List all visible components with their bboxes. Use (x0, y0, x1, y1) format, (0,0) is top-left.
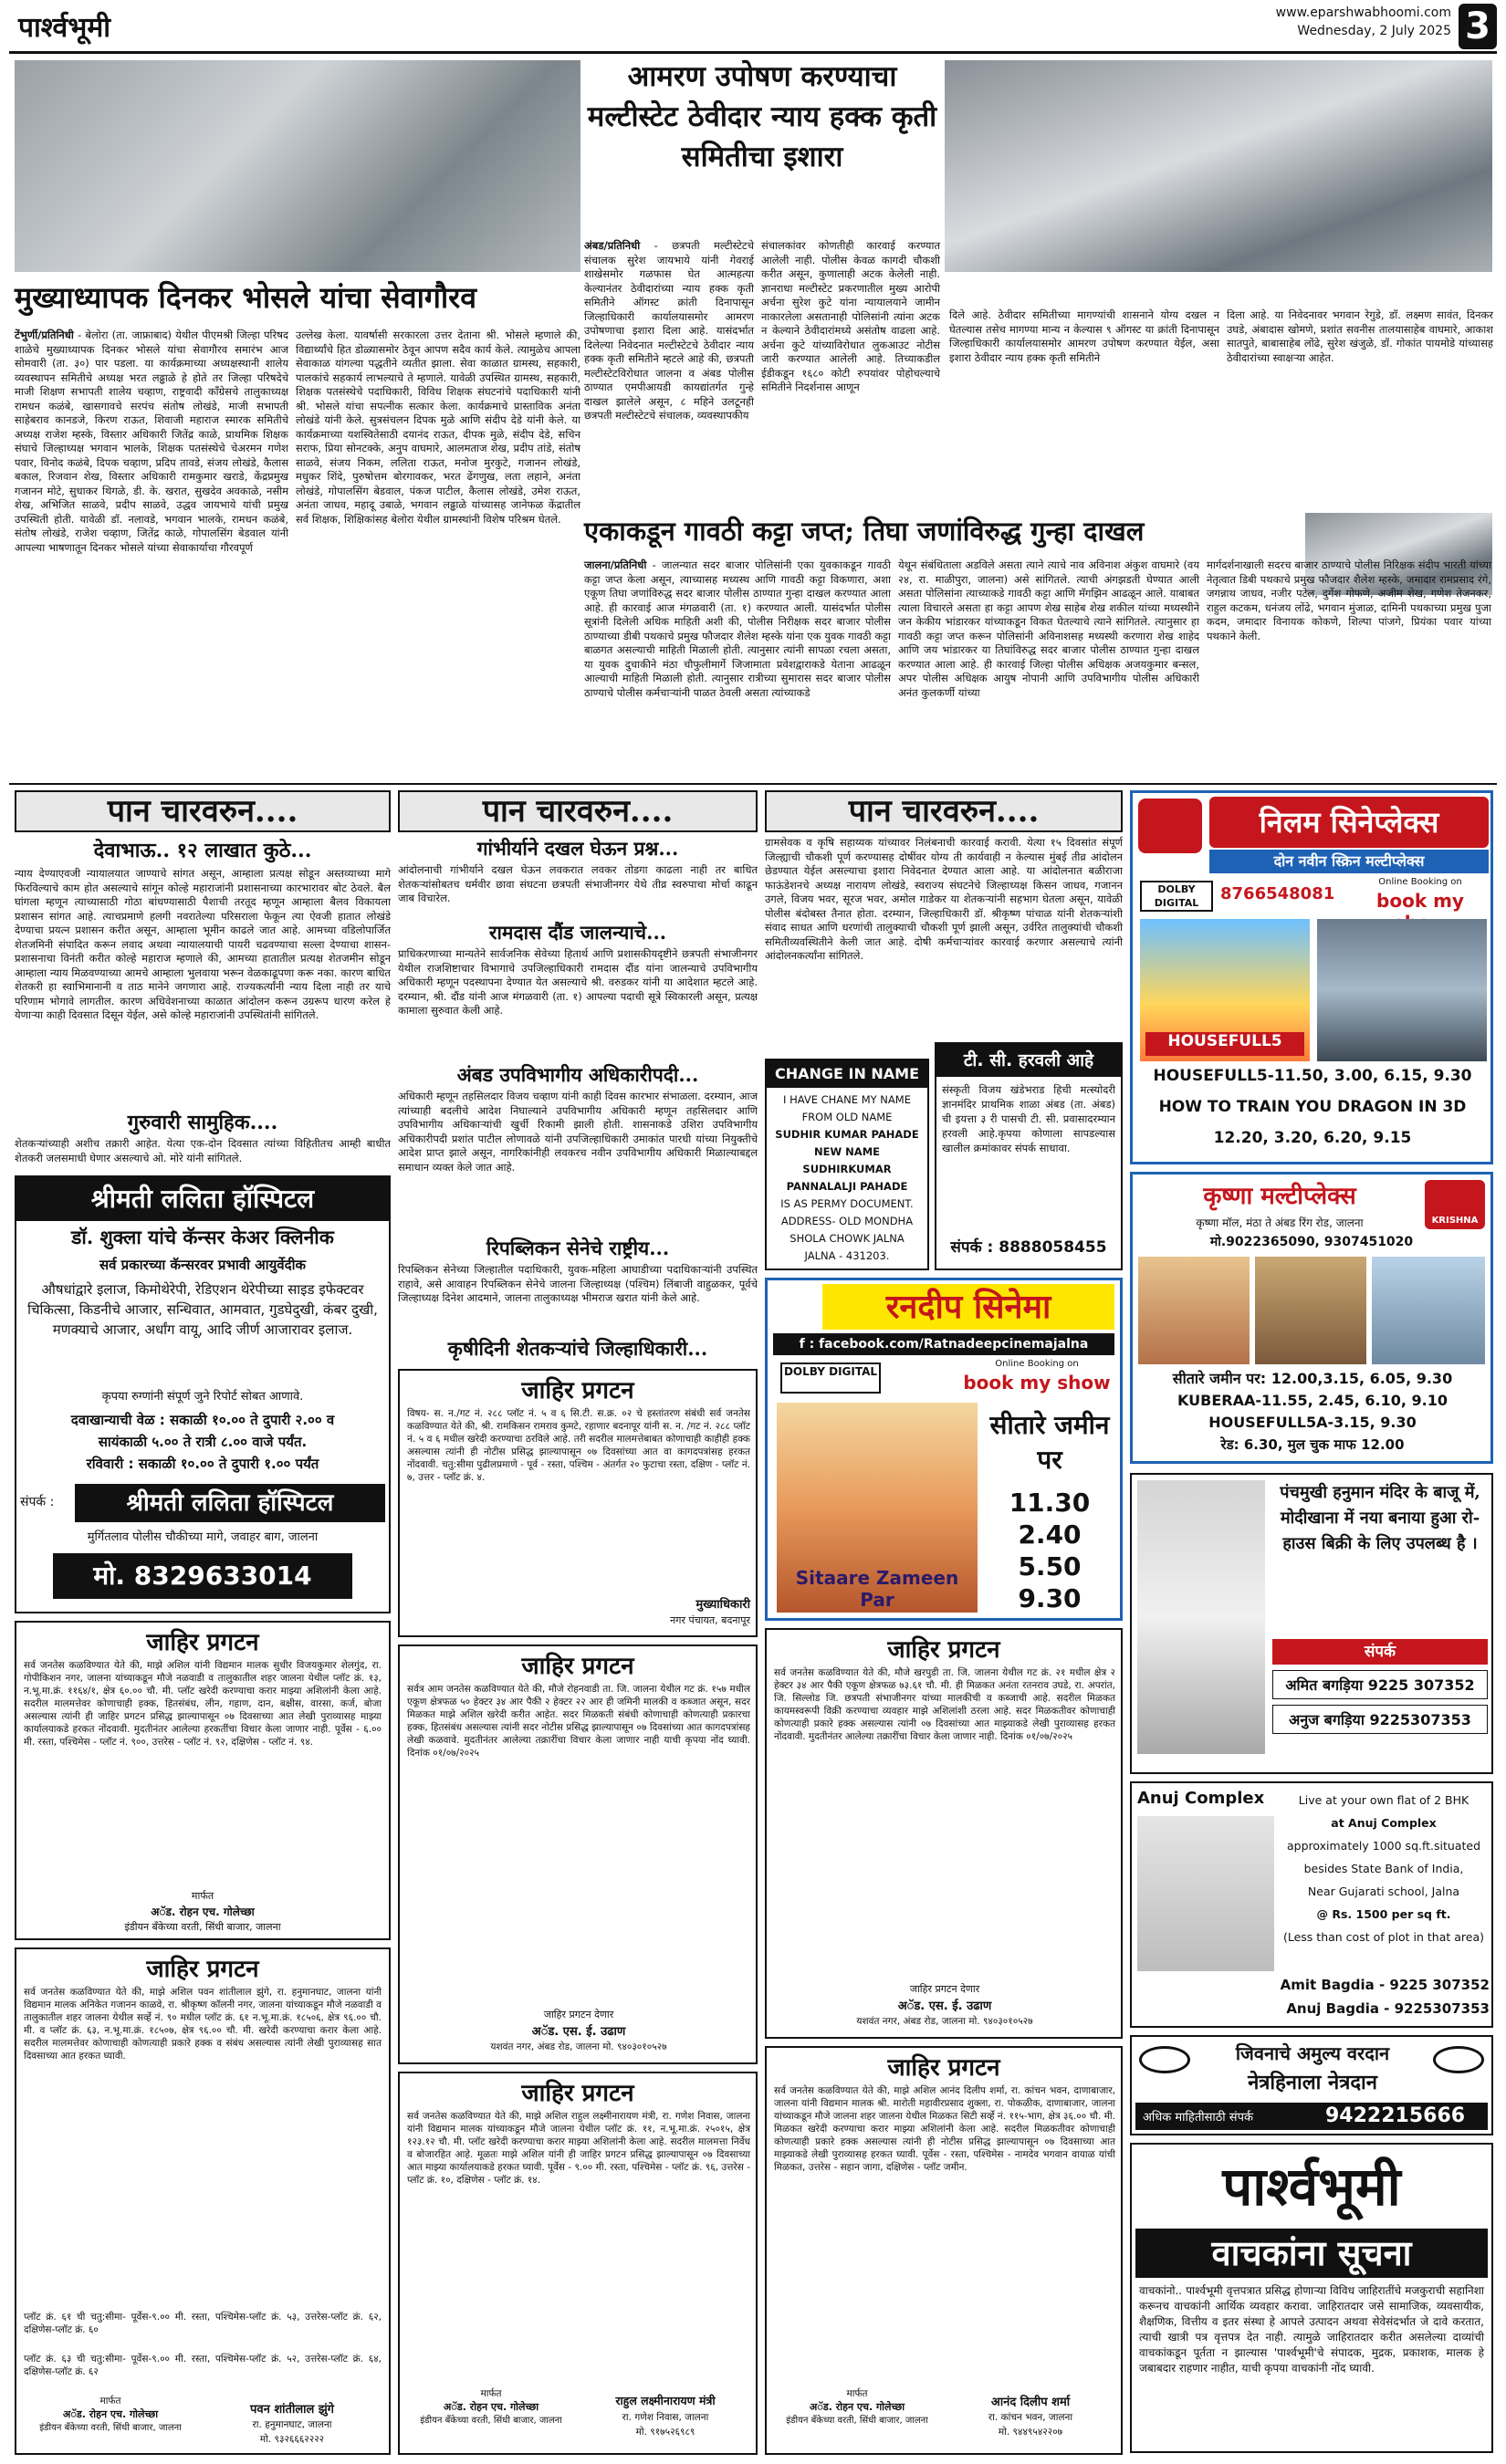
notice-4-name: अॅड. एस. ई. उढाण (531, 2025, 626, 2039)
eye-contact-label: अधिक माहितीसाठी संपर्क (1143, 2111, 1253, 2125)
ad-reader-notice (1130, 2143, 1493, 2453)
c2-text: आंदोलनाची गांभीर्याने दखल घेऊन लवकरात लवकर तोडगा काढला नाही तर बाधित शेतकऱ्यांसोबतच धर्मवीर छावा संघटना छत्रपती संभाजीनगर येथे तीव्र स्वरुपाचा मोर्चा काढून जाब विचारेल. (398, 863, 758, 904)
strike-col2: संचालकांवर कोणतीही कारवाई करण्यात आलेली नाही. पोलीस केवळ कागदी चौकशी करीत असून, कुणालाही अटक केलेली नाही. ज्ञानराधा मल्टीस्टेट प्रकरणातील मुख्य आरोपी अर्चना सुरेश कुटे यांना न्यायालयाने जामीन नाकारलेला असतानाही पोलिसांनी त्यांना अटक न केल्याने ठेवीदारांमध्ये असंतोष वाढला आहे. अर्चना कुटे यांच्याविरोधात लुकआउट नोटीस जारी करण्यात आलेली आहे. तिच्याकडील ईडीकडून १६८० कोटी रुपयांवर पोहोचल्याचे समितीने निदर्शनास आणून (761, 239, 940, 393)
ad-name-line: SUDHIR KUMAR PAHADE (775, 1128, 919, 1141)
notice-7-phone2: मो. ९४४९५४२२०७ (998, 2427, 1063, 2438)
notice-1 (15, 1621, 391, 1940)
randeep-poster (777, 1403, 978, 1613)
lalita-timing1: दवाखान्याची वेळ : सकाळी १०.०० ते दुपारी २.०० व (70, 1412, 335, 1428)
notice-1-sign: अॅड. रोहन एच. गोलेच्छा (151, 1905, 255, 1918)
lalita-line1-text: सर्व प्रकारच्या कॅन्सरवर प्रभावी आयुर्वेदीक (99, 1257, 306, 1273)
notice-4-addr: यशवंत नगर, अंबड रोड, जालना मो. ९४०३०१०५२७ (490, 2041, 667, 2052)
notice-7-addr2: रा. कांचन भवन, जालना (988, 2412, 1073, 2423)
notice-2-marfat: मार्फत (99, 2396, 121, 2407)
c2-title: गांभीर्याने दखल घेऊन प्रश्न... (476, 837, 679, 860)
eye-title: जिवनाचे अमुल्य वरदान (1235, 2042, 1390, 2064)
masthead-logo: पार्श्वभूमी (18, 12, 111, 44)
krishna-poster-1 (1138, 1257, 1250, 1364)
anuj-line: Live at your own flat of 2 BHK (1298, 1793, 1469, 1807)
strike-col1: अंबड/प्रतिनिधी - छत्रपती मल्टीस्टेटचे संचालक सुरेश जायभाये यांनी गेवराई शाखेसमोर गळफास घेत आत्महत्या केल्यानंतर ठेवीदारांच्या न्याय हक्क कृती समितीने ऑगस्ट क्रांती दिनापासून जिल्हाधिकारी कार्यालयासमोर आमरण उपोषणाचा इशारा दिला आहे. यासंदर्भात दिलेल्या निवेदनात मल्टीस्टेटचे ठेवीदार न्याय हक्क कृती समितीने म्हटले आहे की, छत्रपती मल्टीस्टेटविरोधात जालना व अंबड पोलीस ठाण्यात एमपीआयडी कायद्यांतर्गत गुन्हे दाखल झालेले असून, ८ महिने उलटूनही छत्रपती मल्टीस्टेटचे संचालक, व्यवस्थापकीय (584, 239, 754, 422)
house-text: पंचमुखी हनुमान मंदिर के बाजू में, मोदीखाना में नया बनाया हुआ रो-हाउस बिक्री के लिए उपलब्ध है । (1280, 1483, 1480, 1553)
krishna-phone: मो.9022365090, 9307451020 (1209, 1235, 1414, 1249)
c1b-text: शेतकऱ्यांच्याही अशीच तक्रारी आहेत. येत्या एक-दोन दिवसात त्यांच्या विहितीतच आम्ही बाधीत शेतकरी जलसमाधी घेणार असल्याचे ओ. मोरे यांनी सांगितले. (15, 1137, 391, 1164)
anuj-line: besides State Bank of India, (1303, 1862, 1464, 1875)
notice-6-sign: जाहिर प्रगटन देणार (909, 1983, 980, 1995)
krishna-times0: 12.00,3.15, 6.05, 9.30 (1271, 1370, 1453, 1387)
continued-header-2: पान चारवरुन.... (398, 790, 758, 832)
c3-text: ग्रामसेवक व कृषि सहाय्यक यांच्यावर निलंबनाची कारवाई करावी. येत्या १५ दिवसांत संपूर्ण जिल्ह्याची चौकशी पूर्ण करण्यासह दोषींवर योग्य ती कार्यवाही न केल्यास मुंबई तीव्र आंदोलन छेडण्यात येईल असल्याचा इशारा निवेदनात देण्यात आला आहे. या आंदोलनात बळीराजा फाऊंडेशनचे अध्यक्ष नारायण लोखंडे, स्वराज्य संघटनेचे जिल्हाध्यक्ष किसन जाधव, गजानन उगले, विजय भवर, सूरज भवर, अमोल गाडेकर या शेतकऱ्यांनी सहभाग घेतला असून, यावेळी पोलीस बंदोबस्त तैनात होता. दरम्यान, जिल्हाधिकारी डॉ. श्रीकृष्ण पांचाळ यांनी शेतकऱ्यांशी संवाद साधत आणि धरणांची तालुक्याची चौकशी पूर्ण झाली असून, उर्वरित तालुक्यांची चौकशी समितीव्यवस्थितीने केली जात आहे. दोषी कर्मचाऱ्यांवर कारवाई करणार असल्याचे त्यांनी आंदोलनकर्त्यांना सांगितले. (765, 836, 1123, 962)
reader-text: वाचकांनो.. पार्श्वभूमी वृत्तपत्रात प्रसिद्ध होणाऱ्या विविध जाहिरातींचे मजकुराची सहानिशा करूनच वाचकांनी आर्थिक व्यवहार करावा. जाहिरातदार जसे सामाजिक, व्यवसायीक, शैक्षणिक, वित्तीय व इतर संस्था हे आपले उत्पादन अथवा सेवेसंदर्भात जे दावे करतात, त्याची खात्री पत्र वृत्तपत्र देत नाही. त्यामुळे जाहिरातदार करीत असलेल्या दाव्यांची वाचकांकडून पूर्तता न झाल्यास 'पार्श्वभूमी'चे संपादक, मुद्रक, प्रकाशक, मालक हे जबाबदार राहणार नाहीत, याची कृपया वाचकांनी नोंद घ्यावी. (1139, 2284, 1484, 2375)
neelam-bms: book my (1376, 890, 1464, 912)
krishna-poster-3 (1372, 1257, 1485, 1364)
ad-name-line: IS AS PERMY DOCUMENT. (780, 1197, 914, 1210)
eye-icon-right (1433, 2046, 1484, 2073)
ad-anuj-complex (1130, 1781, 1493, 2028)
notice-7-text: सर्व जनतेस कळविण्यात येते की, माझे अशिल आनंद दिलीप शर्मा, रा. कांचन भवन, दाणाबाजार, जालना यांनी विद्यमान मालक श्री. मारोती महावीरप्रसाद शुक्ला, रा. पोकळीक, दाणाबाजार, जालना यांच्याकडून मौजे जालना शहर जालना येथील मिळकत सिटी सर्व्हे नं. ११५-भाग, क्षेत्र ३६.०० चौ. मी. मिळकत खरेदी करण्याचा करार माझ्या अशिलांनी केला आहे. सदरील मिळकतीवर कोणाचाही कोणत्याही प्रकारे हक्क असल्यास त्यांनी ही नोटीस प्रसिद्ध झाल्यापासून ०७ दिवसाच्या आत माझ्याकडे लेखी पुराव्यासह हरकत घ्यावी. पूर्वेस - रस्ता, पश्चिमेस - नामदेव भगवान वायाळ यांची मिळकत, उत्तरेस - सहान जागा, दक्षिणेस - प्लॉट जमीन. (774, 2085, 1115, 2173)
notice-5-title: जाहिर प्रगटन (521, 2080, 634, 2107)
neelam-subtitle: दोन नवीन स्क्रिन मल्टीप्लेक्स (1209, 850, 1489, 873)
anuj-line: (Less than cost of plot in that area) (1282, 1930, 1485, 1944)
lalita-line2: औषधांद्वारे इलाज, किमोथेरेपी, रेडिएशन थेरेपीच्या साइड इफेक्टवर चिकित्सा, किडनीचे आजार, सन्धिवात, आमवात, गुडघेदुखी, कंबर दुखी, मणक्याचे आजार, अर्धांग वायू, आदि जीर्ण आजारावर इलाज. (27, 1281, 378, 1338)
katta-col2: येथून संबंधिताला अडविले असता त्याने त्याचे नाव अविनाश अंकुश वाघमारे (वय २४, रा. माळीपुरा, जालना) असे सांगितले. त्याची अंगझडती घेण्यात आली असता पोलिसांना त्याच्याकडे गावठी कट्टा आणि मॅगझिन आढळून आले. याबाबत त्याला विचारले असता हा कट्टा आपण शेख साहेब शेख शकील यांच्या मध्यस्थीने जन केकीय भांडारकर यांच्याकडून विकत घेतल्याचे त्याने सांगितले. त्यानुसार हा गावठी कट्टा जप्त करून पोलिसांनी अविनाशसह मध्यस्थी करणारा शेख शाहेद आणि जय भांडारकर या तिघांविरुद्ध सदर बाजार पोलीस ठाण्यात गुन्हा दाखल करण्यात आला आहे. ही कारवाई जिल्हा पोलीस अधिक्षक अजयकुमार बन्सल, अपर पोलीस अधिक्षक आयुष नोपानी आणि उपविभागीय पोलीस अधिकारी अनंत कुलकर्णी यांच्या (898, 559, 1199, 699)
headline-honor: मुख्याध्यापक दिनकर भोसले यांचा सेवागौरव (15, 280, 477, 315)
strike-col4: दिला आहे. या निवेदनावर भगवान रेगुडे, डॉ. लक्ष्मण सावंत, दिनकर उघडे, अंबादास खोमणे, प्रशांत सवनीस तालयासाहेब वाघमारे, आकाश सातपुते, बाबासाहेब लोंढे, सुरेश खंजुळे, डॉ. गोकांत पायमोडे यांच्यासह ठेवीदारांच्या स्वाक्षऱ्या आहेत. (1227, 308, 1493, 364)
notice-5 (398, 2072, 758, 2455)
notice-4 (398, 1644, 758, 2064)
notice-6-title: जाहिर प्रगटन (887, 1636, 1000, 1664)
ad-eye-donation (1130, 2035, 1493, 2135)
reader-title: वाचकांना सूचना (1135, 2229, 1488, 2278)
krishna-times0-row (1136, 1368, 1489, 1392)
ad-name-line: JALNA - 431203. (804, 1249, 890, 1262)
reader-brand: पार्श्वभूमी (1222, 2156, 1401, 2218)
c2d-text: रिपब्लिकन सेनेच्या जिल्हातील पदाधिकारी, युवक-महिला आघाडीच्या पदाधिकाऱ्यांनी उपस्थित राहावे, असे आवाहन रिपब्लिकन सेनेचे जालना जिल्हाध्यक्ष (पश्चिम) लिंबाजी वाहुळकर, पूर्वचे जिल्हाध्यक्ष दिनेश आदमाने, जालना तालुकाध्यक्ष भीमराज खरात यांनी केले आहे. (398, 1263, 758, 1304)
c1b-title: गुरुवारी सामुहिक.... (127, 1111, 278, 1134)
ad-name-line: SHOLA CHOWK JALNA (790, 1232, 905, 1245)
neelam-dolby: DOLBY DIGITAL (1140, 881, 1213, 912)
ad-tc-title: टी. सी. हरवली आहे (936, 1044, 1121, 1077)
randeep-title: रनदीप सिनेमा (822, 1284, 1114, 1330)
anuj-line: Near Gujarati school, Jalna (1307, 1885, 1460, 1898)
photo-depositors-group (945, 60, 1492, 272)
notice-2 (15, 1947, 391, 2455)
notice-5-sign1: अॅड. रोहन एच. गोलेच्छा (443, 2401, 539, 2413)
masthead (0, 0, 1506, 55)
lalita-name2: श्रीमती ललिता हॉस्पिटल (75, 1484, 385, 1522)
lalita-contact-label: संपर्क : (20, 1495, 55, 1509)
lalita-title: श्रीमती ललिता हॉस्पिटल (16, 1177, 389, 1221)
notice-3-title: जाहिर प्रगटन (521, 1377, 634, 1404)
krishna-title: कृष्णा मल्टीप्लेक्स (1203, 1183, 1356, 1210)
page-number: 3 (1459, 4, 1497, 49)
notice-2-sign1: अॅड. रोहन एच. गोलेच्छा (62, 2408, 159, 2420)
krishna-times1: KUBERAA-11.55, 2.45, 6.10, 9.10 (1177, 1392, 1448, 1409)
eye-contact-row (1135, 2103, 1488, 2130)
ad-krishna-multiplex (1130, 1172, 1493, 1464)
neelam-poster-housefull (1140, 919, 1310, 1061)
notice-1-title: जाहिर प्रगटन (146, 1629, 259, 1656)
notice-7-addr1: इंडीयन बँकेच्या वरती, सिंधी बाजार, जालना (786, 2416, 928, 2426)
house-photo (1137, 1480, 1265, 1754)
neelam-logo-icon (1138, 799, 1202, 853)
ad-tc-contact: संपर्क : 8888058455 (950, 1238, 1107, 1257)
anuj-title: Anuj Complex (1137, 1789, 1265, 1808)
ad-row-house (1130, 1473, 1493, 1774)
notice-2-phone2: मो. ९३२६६६२२२२ (259, 2434, 325, 2445)
anuj-line: @ Rs. 1500 per sq ft. (1316, 1907, 1451, 1921)
strike-dateline: अंबड/प्रतिनिधी (584, 239, 641, 252)
krishna-poster-2 (1255, 1257, 1366, 1364)
notice-7-marfat: मार्फत (846, 2388, 868, 2399)
notice-2-addr2: रा. हनुमानघाट, जालना (252, 2419, 332, 2430)
anuj-contact-2: Anuj Bagdia - 9225307353 (1286, 2000, 1490, 2017)
notice-2-plot2: प्लॉट क्रं. ६३ ची चतु:सीमा- पूर्वेस-९.०० मी. रस्ता, पश्चिमेस-प्लॉट क्रं. ५२, उत्तरेस-प्लॉट क्रं. ६४, दक्षिणेस-प्लॉट क्रं. ६२ (24, 2354, 382, 2377)
krishna-times3-tail: मुल चुक माफ (1287, 1436, 1356, 1453)
neelam-title: निलम सिनेप्लेक्स (1209, 797, 1489, 848)
lalita-phone: मो. 8329633014 (53, 1553, 352, 1599)
continued-header-1: पान चारवरुन.... (15, 790, 391, 832)
ad-name-lines (770, 1091, 924, 1265)
krishna-times3: 6.30, (1243, 1436, 1283, 1453)
c2c-title: अंबड उपविभागीय अधिकारीपदी... (456, 1063, 699, 1086)
anuj-line: at Anuj Complex (1331, 1816, 1437, 1830)
krishna-times3-label: रेड: (1220, 1436, 1239, 1453)
notice-2-text: सर्व जनतेस कळविण्यात येते की, माझे अशिल पवन शांतीलाल झुंगे, रा. हनुमानघाट, जालना यांनी विद्यमान मालक अनिकेत गजानन काळवे, रा. श्रीकृष्ण कॉलनी नगर, जालना यांच्याकडून मौजे नळवाडी व तालुकातील शहर जालना येथील सर्व्हे नं. ९० मधील प्लॉट क्रं. ६१ न.भू.मा.क्रं. १८५०६, क्षेत्र ९६.०० चौ. मी. व प्लॉट क्रं. ६३, न.भू.मा.क्रं. १८५०७, क्षेत्र ९६.०० चौ. मी. खरेदी करण्याचा करार केला आहे. सदरील मालमत्तेवर कोणाचाही कोणत्याही प्रकारे हक्क व संबंध असल्यास त्यांनी लेखी पुराव्यासह सात दिवसाच्या आत हरकत घ्यावी. (24, 1987, 382, 2062)
notice-6-addr: यशवंत नगर, अंबड रोड, जालना मो. ९४०३०१०५२७ (856, 2016, 1033, 2027)
notice-5-addr1: इंडीयन बँकेच्या वरती, सिंधी बाजार, जालना (420, 2416, 562, 2426)
notice-4-sign: जाहिर प्रगटन देणार (543, 2009, 614, 2020)
notice-3-addr: नगर पंचायत, बदनापूर (670, 1614, 750, 1626)
notice-1-marfat: मार्फत (191, 1890, 214, 1902)
house-contact-1: अमित बगड़िया 9225 307352 (1272, 1670, 1488, 1699)
eye-title2: नेत्रहिनाला नेत्रदान (1248, 2071, 1377, 2094)
neelam-poster-housefull-label: HOUSEFULL5 (1145, 1032, 1304, 1056)
randeep-time: 5.50 (1018, 1551, 1082, 1582)
strike-col3: दिले आहे. ठेवीदार समितीच्या मागण्यांची शासनाने योग्य दखल न घेतल्यास तसेच मागण्या मान्य न केल्यास ९ ऑगस्ट या क्रांती दिनापासून जिल्हाधिकारी कार्यालयासमोर आमरण उपोषण करण्यात येईल, असा इशारा ठेवीदार न्याय हक्क कृती समितीने (949, 308, 1219, 364)
katta-col3: मार्गदर्शनाखाली सदरच बाजार ठाण्याचे पोलीस निरिक्षक संदीप भारती यांच्या नेतृत्वात डिबी पथकाचे प्रमुख फौजदार शैलेश म्हस्के, जमादार रामप्रसाद रंगे, जगन्नाथ जाधव, नजीर पटेल, दुर्गेश गोफणे, अजीम शेख, गणेश तेजनकर, राहुल कटकम, धनंजय लोंढे, भगवान मुंजाळ, दामिनी पथकाच्या प्रमुख पुजा कदम, जमादार विनायक कोकणे, शिल्पा पांजगे, प्रियंका पवार यांच्या पथकाने केली. (1207, 559, 1491, 642)
honor-dateline: टेंभुर्णी/प्रतिनिधी (15, 329, 74, 341)
house-contact-label: संपर्क (1272, 1639, 1488, 1665)
ad-name-line: PANNALALJI PAHADE (786, 1180, 908, 1193)
notice-5-marfat: मार्फत (480, 2388, 502, 2399)
krishna-address: कृष्णा मॉल, मंठा ते अंबड रिंग रोड, जालना (1196, 1216, 1364, 1229)
c1-title: देवाभाऊ.. १२ लाखात कुठे... (93, 839, 312, 862)
ad-neelam-cineplex (1130, 790, 1493, 1164)
notice-5-phone2: मो. ९१७५२६९८९ (635, 2427, 695, 2438)
lalita-sub: डॉ. शुक्ला यांचे कॅन्सर केअर क्लिनीक (71, 1226, 334, 1248)
katta-col1-text: - जालन्यात सदर बाजार पोलिसांनी एका युवकाकडून गावठी कट्टा जप्त केला असून, त्याच्यासह मध्यस्थ आणि गावठी कट्टा विकणारा, अशा एकूण तिघा जणांविरुद्ध सदर बाजार पोलीस ठाण्यात गुन्हा दाखल करण्यात आला आहे. ही कारवाई आज मंगळवारी (ता. १) करण्यात आली. यासंदर्भात पोलीस सूत्रांनी दिलेली अधिक माहिती अशी की, पोलीस निरीक्षक सदर बाजार पोलीस ठाण्याच्या डीबी पथकाचे प्रमुख फौजदार शैलेश म्हस्के यांना एक युवक गावठी कट्टा बाळगत असल्याची माहिती मिळाली होती. त्यानुसार त्यांनी सापळा रचला असता, या युवक दुचाकीने मंठा चौफुलीमार्गे जिजामाता प्रवेशद्वाराकडे येताना आढळून आल्याची माहिती मिळाली होती. त्यानुसार रात्रीच्या सुमारास सदर बाजार पोलीस ठाण्याचे पोलीस कर्मचाऱ्यांनी पाळत ठेवली असता त्यांच्याकडे (584, 559, 891, 699)
ad-tc-lost (935, 1042, 1123, 1270)
honor-col1 (15, 329, 288, 776)
date: Wednesday, 2 July 2025 (1297, 24, 1451, 38)
c2e-title: कृषीदिनी शेतकऱ्यांचे जिल्हाधिकारी... (447, 1337, 708, 1360)
randeep-fb: f : facebook.com/Ratnadeepcinemajalna (773, 1333, 1114, 1355)
notice-3-text: विषय- स. न./गट नं. २८८ प्लॉट नं. ५ व ६ सि.टी. स.क्र. ०२ चे हस्तांतरण संबंधी सर्व जनतेस कळविण्यात येते की, श्री. रामकिसन रामराव कुमटे, रहाणार बदनापूर यांनी स. न. /गट नं. २८८ प्लॉट नं. ५ व ६ मधील खरेदी करण्याचा ठरविले आहे. तरी सदरील मालमत्तेबाबत कोणाचाही काहीही हक्क असल्यास त्यांनी ही नोटीस प्रसिद्ध झाल्यापासून ०७ दिवसांच्या आत वा कागदपत्रांसह हरकत नोंदवावी. चतु:सीमा पुढीलप्रमाणे - पूर्व - रस्ता, पश्चिम - अंतर्गत २० फुटाचा रस्ता, दक्षिण - प्लॉट नं. ७, उत्तर - प्लॉट क्रं. ४. (407, 1408, 750, 1483)
neelam-phone: 8766548081 (1220, 884, 1335, 903)
notice-5-sign2: राहुल लक्ष्मीनारायण मंत्री (615, 2394, 716, 2407)
lalita-address: मुर्गितलाव पोलीस चौकीच्या मागे, जवाहर बाग, जालना (87, 1530, 319, 1544)
notice-6-text: सर्व जनतेस कळविण्यात येते की, मौजे खरपुडी ता. जि. जालना येथील गट क्रं. २१ मधील क्षेत्र २ हेक्टर ३४ आर पैकी एकूण क्षेत्रफळ ७३.६१ चौ. मी. ही मिळकत अनंता रतनराव उघडे, रा. अपरांत, जि. सिल्लोड जि. छत्रपती संभाजीनगर यांच्या मालकीची व कब्जाची आहे. सदरील मिळकत कायमस्वरूपी विक्री करण्याचा व्यवहार माझे अशिलांशी ठरला आहे. सदर मिळकतीवर कोणाचाही कोणत्याही प्रकारे हक्क असल्यास त्यांनी ०७ दिवसांच्या आत माझ्याकडे लेखी पुराव्यासह हरकत नोंदवावी. मुदतीनंतर आलेल्या तक्रारींचा विचार केला जाणार नाही. दिनांक ०१/०७/२०२५ (774, 1667, 1115, 1742)
lalita-contact-row (20, 1484, 385, 1522)
randeep-poster-title: Sitaare Zameen Par (795, 1567, 959, 1611)
krishna-heading: सीतारे जमीन पर: (1172, 1370, 1267, 1387)
notice-7 (765, 2046, 1123, 2455)
randeep-time: 9.30 (1018, 1583, 1082, 1613)
krishna-logo: KRISHNA (1425, 1180, 1485, 1229)
neelam-times1: HOUSEFULL5-11.50, 3.00, 6.15, 9.30 (1153, 1067, 1472, 1085)
notice-7-sign2: आनंद दिलीप शर्मा (990, 2396, 1071, 2409)
anuj-photo (1137, 1816, 1274, 1971)
katta-col1 (584, 559, 891, 778)
lalita-timing2: सायंकाळी ५.०० ते रात्री ८.०० वाजे पर्यंत. (98, 1434, 308, 1450)
notice-2-addr1: इंडीयन बँकेच्या वरती, सिंधी बाजार, जालना (39, 2423, 182, 2433)
ad-randeep-cinema (765, 1278, 1123, 1621)
ad-name-line: FROM OLD NAME (801, 1111, 893, 1123)
ad-name-line: ADDRESS- OLD MONDHA (780, 1215, 914, 1227)
randeep-time: 2.40 (1018, 1519, 1082, 1550)
notice-6 (765, 1628, 1123, 2039)
eye-icon (1139, 2046, 1190, 2073)
ad-name-line: I HAVE CHANE MY NAME (783, 1093, 911, 1106)
lalita-timing3: रविवारी : सकाळी १०.०० ते दुपारी १.०० पर्यंत (86, 1456, 319, 1472)
randeep-heading: सीतारे जमीन पर (989, 1410, 1110, 1475)
randeep-online: Online Booking on (995, 1359, 1079, 1369)
section-divider (9, 783, 1497, 785)
notice-1-text: सर्व जनतेस कळविण्यात येते की, माझे अशिल यांनी विद्यमान मालक सुधीर विजयकुमार शेलगुंद, रा. गोपीकिशन नगर, जालना यांच्याकडून मौजे नळवाडी व तालुकातील शहर जालना येथील प्लॉट क्रं. १३, न.भू.मा.क्रं. ११६४/१, क्षेत्र ६०.०० चौ. मी. प्लॉट खरेदी करण्याचा करार माझ्या अशिलांनी केला आहे. सदरील मालमत्तेवर कोणाचाही हक्क, हितसंबंध, लीन, गहाण, दान, बक्षीस, वारसा, कर्ज, बोजा असल्यास त्यांनी ही जाहिर प्रगटन प्रसिद्ध झाल्यापासून ०७ दिवसाच्या आत लेखी पुराव्यासह माझ्या कार्यालयाकडे हरकत नोंदवावी. मुदतीनंतर आलेल्या हरकतींचा विचार केला जाणार नाही. पूर्वेस - ६.०० मी. रस्ता, पश्चिमेस - प्लॉट नं. ९००, उत्तरेस - प्लॉट नं. ९२, दक्षिणेस - प्लॉट नं. ९४. (24, 1660, 382, 1748)
notice-5-text: सर्व जनतेस कळविण्यात येते की, माझे अशिल राहुल लक्ष्मीनारायण मंत्री, रा. गणेश निवास, जालना यांनी विद्यमान मालक यांच्याकडून मौजे जालना येथील प्लॉट क्रं. ११, न.भू.मा.क्रं. २५०१५, क्षेत्र १२३.१२ चौ. मी. प्लॉट खरेदी करण्याचा करार माझ्या अशिलांनी केला आहे. सदरील मालमत्ता निर्वेध व बोजारहित आहे. मूळतः माझे अशिल यांनी ही जाहिर प्रगटन प्रसिद्ध झाल्यापासून ०७ दिवसाच्या आत माझ्या कार्यालयाकडे हरकत घ्यावी. पूर्वेस - ९.०० मी. रस्ता, पश्चिमेस - प्लॉट क्रं. ९६, उत्तरेस - प्लॉट क्रं. १०, दक्षिणेस - प्लॉट क्रं. १४. (407, 2111, 750, 2186)
c2c-text: अधिकारी म्हणून तहसिलदार विजय चव्हाण यांनी काही दिवस कारभार संभाळला. दरम्यान, आज त्यांच्याही बदलीचे आदेश निघाल्याने उपविभागीय अधिकारी म्हणून तहसिलदार आणि उपविभागीय अधिकाऱ्यांची खुर्ची रिकामी झाली होती. शासनाकडे उशिरा उपविभागीय अधिकारीपदी प्रशांत पाटील लोणावळे यांनी उपजिल्हाधिकारी उमाकांत पारधी यांच्या नियुक्तीचे आदेश प्राप्त झाले असून, नागरिकांनीही लवकरच नवीन उपविभागीय अधिकारी मिळाल्याबद्दल समाधान व्यक्त केले जात आहे. (398, 1090, 758, 1174)
lalita-line1 (20, 1256, 385, 1279)
c2b-title: रामदास दौंड जालन्याचे... (488, 921, 667, 944)
ad-tc-text: संस्कृती विजय खंडेभराड हिची मत्स्योदरी ज्ञानमंदिर प्राथमिक शाळा अंबड (ता. अंबड) ची इयत्ता ३ री पासची टी. सी. प्रवासादरम्यान हरवली आहे.कृपया कोणाला सापडल्यास खालील क्रमांकावर संपर्क साधावा. (942, 1083, 1115, 1154)
c2b-text: प्राधिकरणाच्या मान्यतेने सार्वजनिक सेवेच्या हितार्थ आणि प्रशासकीयदृष्टीने छत्रपती संभाजीनगर येथील राजशिष्टाचार विभागाचे उपजिल्हाधिकारी रामदास दौंड यांना जालन्याचे उपविभागीय अधिकारी म्हणून पदस्थापना देण्यात येत असल्याचे श्री. वरुडकर यांनी या आदेशात म्हटले आहे. दरम्यान, श्री. दौंड यांनी आज मंगळवारी (ता. १) आपल्या पदाची सूत्रे स्विकारली असून, प्रत्यक्ष कामाला सुरुवात केली आहे. (398, 947, 758, 1017)
anuj-contact-1: Amit Bagdia - 9225 307352 (1280, 1977, 1490, 1993)
honor-col1-text: - बेलोरा (ता. जाफ्राबाद) येथील पीएमश्री जिल्हा परिषद शाळेचे मुख्याध्यापक दिनकर भोसले यांचा सेवागौरव समारंभ आज सोमवारी (ता. ३०) पार पडला. या कार्यक्रमाच्या अध्यक्षस्थानी शालेय व्यवस्थापन समितीचे अध्यक्ष भरत लढ्ढाळे हे होते तर जिल्हा परिषदेचे माजी शिक्षण सभापती शालेय चव्हाण, राष्ट्रवादी काँग्रेसचे तालुकाध्यक्ष रामधन कळंबे, खासगावचे सरपंच संतोष लोखंडे, माजी सभापती साहेबराव कानडजे, किरण राऊत, शिवाजी महाराज स्मारक समितीचे अध्यक्ष राजेश म्हस्के, विस्तार अधिकारी जितेंद्र काळे, प्राथमिक शिक्षक संघाचे जिल्हाध्यक्ष भगवान भालके, शिक्षक पतसंस्थेचे चेअरमन गणेश पवार, विनोद कळंबे, दिपक चव्हाण, प्रदिप तावडे, संजय लोखंडे, कैलास बकाल, रिजवान शेख, विस्तार अधिकारी रामकुमार खराडे, केंद्रप्रमुख गजानन मोटे, सुधाकर थिगळे, डी. के. खरात, सुखदेव अवकाळे, नसीम शेख, अभिजित साळवे, प्रदीप साळवे, उद्धव जायभाये यांची प्रमुख उपस्थिती होती. यावेळी डॉ. नलावडे, भगवान भालके, रामधन कळंबे, संतोष लोखंडे, राजेश चव्हाण, जितेंद्र काळे, गोपालसिंग बेडवाल यांनी आपल्या भाषणातून दिनकर भोसले यांच्या सेवाकार्याचा गौरवपूर्ण (15, 329, 288, 554)
notice-1-addr: इंडीयन बँकेच्या वरती, सिंधी बाजार, जालना (124, 1921, 281, 1933)
notice-7-title: जाहिर प्रगटन (887, 2054, 1000, 2082)
neelam-poster-dragon (1317, 919, 1487, 1061)
randeep-times (985, 1487, 1114, 1614)
krishna-times3-row (1136, 1436, 1489, 1457)
house-contact-2: अनुज बगड़िया 9225307353 (1272, 1705, 1488, 1734)
neelam-times2: 12.20, 3.20, 6.20, 9.15 (1213, 1129, 1412, 1147)
continued-header-3: पान चारवरुन.... (765, 790, 1123, 832)
notice-2-plot1: प्लॉट क्रं. ६१ ची चतु:सीमा- पूर्वेस-९.०० मी. रस्ता, पश्चिमेस-प्लॉट क्रं. ५३, उत्तरेस-प्लॉट क्रं. ६२, दक्षिणेस-प्लॉट क्रं. ६० (24, 2312, 382, 2335)
strike-col1-text: छत्रपती मल्टीस्टेटचे संचालक सुरेश जायभाये यांनी गेवराई शाखेसमोर गळफास घेत आत्महत्या केल्यानंतर ठेवीदारांच्या न्याय हक्क कृती समितीने ऑगस्ट क्रांती दिनापासून जिल्हाधिकारी कार्यालयासमोर आमरण उपोषणाचा इशारा दिला आहे. यासंदर्भात दिलेल्या निवेदनात मल्टीस्टेटचे ठेवीदार न्याय हक्क कृती समितीने म्हटले आहे की, छत्रपती मल्टीस्टेटविरोधात जालना व अंबड पोलीस ठाण्यात एमपीआयडी कायद्यांतर्गत गुन्हे दाखल झालेले असून, ८ महिने उलटूनही छत्रपती मल्टीस्टेटचे संचालक, व्यवस्थापकीय (584, 239, 754, 422)
anuj-lines (1278, 1789, 1490, 1971)
notice-4-text: सर्वत्र आम जनतेस कळविण्यात येते की, मौजे रोहनवाडी ता. जि. जालना येथील गट क्रं. १५७ मधील एकूण क्षेत्रफळ ५० हेक्टर ३४ आर पैकी २ हेक्टर २२ आर ही जमिनी मालकी व कब्जात असून, सदर मिळकत माझे अशिल खरेदी करीत आहेत. सदर मिळकती संबंधी कोणाचाही कोणत्याही प्रकारचा हक्क, हितसंबंध असल्यास त्यांनी सदर नोटीस प्रसिद्ध झाल्यापासून ०७ दिवसांच्या आत कागदपत्रांसह लेखी कळवावे. मुदतीनंतर आलेल्या तक्रारींचा विचार केला जाणार नाही याची कृपया नोंद घ्यावी. दिनांक ०१/०७/२०२५ (407, 1684, 750, 1759)
krishna-times3-time: 12.00 (1361, 1436, 1405, 1453)
neelam-movie2: HOW TO TRAIN YOU DRAGON IN 3D (1158, 1098, 1467, 1116)
anuj-line: approximately 1000 sq.ft.situated (1286, 1839, 1481, 1853)
honor-col2: उल्लेख केला. यावर्षासी सरकारला उत्तर देताना श्री. भोसले म्हणाले की, विद्यार्थ्यांचे हित डोळ्यासमोर ठेवून आपण सदैव कार्य केले. त्यामुळेच आपला सेवाकाळ यांगल्या पद्धतीने व्यतीत झाला. सेवा काळात ग्रामस्थ, सहकारी, पालकांचे सहकार्य लाभल्याचे ते म्हणाले. यावेळी उपस्थित ग्रामस्थ, सहकारी, शिक्षक पतसंस्थेचे पदाधिकारी, विविध शिक्षक संघटनांचे पदाधिकारी यांनी श्री. भोसले यांचा सपत्नीक सत्कार केला. कार्यक्रमाचे प्रास्ताविक अनंता लोखंडे यांनी केले. सुत्रसंचलन दिपक मुळे आणि संदीप देडे यांनी केले. या कार्यक्रमाच्या यशस्वितेसाठी दयानंद राऊत, दीपक मुळे, संदीप देडे, सचिन सराफ, प्रिया सोनटक्के, अनुप वाघमारे, आलमताज शेख, प्रदीप तांडे, संतोष साळवे, संजय निकम, ललिता राऊत, मनोज मुरकुटे, गजानन लोखंडे, मधुकर शिंदे, पुरुषोत्तम बोरगावकर, भरत ढेंगणुख, लता लहाने, अनंता लोखंडे, गोपालसिंग बेडवाल, पंकज पाटील, कैलास लोखंडे, उमेश राऊत, अनंता जाधव, महादू उबाळे, भगवान लढ्ढाळे यांच्यासह जानेफळ केंद्रातील सर्व शिक्षक, शिक्षिकांसह बेलोरा येथील ग्रामस्थांनी विशेष परिश्रम घेतले. (296, 329, 580, 526)
headline-strike: आमरण उपोषण करण्याचा मल्टीस्टेट ठेवीदार न्याय हक्क कृती समितीचा इशारा (587, 60, 937, 173)
randeep-bms: book my show (963, 1372, 1111, 1394)
notice-3 (398, 1369, 758, 1637)
notice-6-name: अॅड. एस. ई. उढाण (897, 1999, 992, 2013)
randeep-dolby: DOLBY DIGITAL (780, 1363, 881, 1394)
notice-2-title: जाहिर प्रगटन (146, 1956, 259, 1983)
photo-honor-ceremony (15, 60, 580, 272)
eye-phone: 9422215666 (1325, 2104, 1466, 2127)
masthead-rule (9, 51, 1497, 54)
krishna-times2: HOUSEFULL5A-3.15, 9.30 (1208, 1414, 1417, 1431)
neelam-online: Online Booking on (1378, 877, 1462, 887)
lalita-line3: कृपया रुग्णांनी संपूर्ण जुने रिपोर्ट सोबत आणावे. (101, 1390, 304, 1404)
ad-name-title: CHANGE IN NAME (767, 1060, 927, 1088)
c1-text: न्याय देण्याएवजी न्यायालयात जाण्याचे सांगत असून, आम्हाला प्रत्यक्ष सोडून अस्तव्याच्या मागे फिरविल्याचे काम होत असल्याचे सांगून कोल्हे महाराजांनी प्रशासनाच्या कारभारावर बोट ठेवले. बैल घांगला म्हणून त्याच्यासाठी गोठा बांधण्यासाठी पैशाची तरतूद म्हणून आम्हाला बैलव विकायला प्रशासन सांगत आहे. त्याचप्रमाणे हलगी नवरातेल्या परिसराला फेकून त्या ऐवजी हातात लोखंडे देण्याचा प्रयत्न प्रशासन करीत असून, आम्हाला भूमीन काढले जात आहे. आमच्या वडिलोपार्जित शेतजमिनी संपादित करून लवाद अथवा न्यायालयाची पायरी चढवण्याचा सल्ला देण्याचा शासन-प्रशासनाचा विनंती करीत कोल्हे महाराज म्हणाले की, आमच्या हातातील प्रत्यक्ष शेतजमीन सोडून आम्हाला न्याय मिळवण्याच्या आमचे आम्हाला भुलवाया भरून वेळकाढूपणा करू नका. कारण बाधित शेतकरी हा स्वाभिमानानी व ताठ मानेने जगणारा आहे. राज्यकर्त्यांनी न्याय दिला नाही तर याचे परिणाम भोगावे लागतील. कारण अधिवेशनाच्या काळात आंदोलन करून उग्ररूप धारण करेल हे येणाऱ्या काही दिवसात दिसून येईल, असे कोल्हे महाराजांनी उपस्थितांनी सांगितले. (15, 867, 391, 1021)
website: www.eparshwabhoomi.com (1275, 5, 1451, 20)
notice-5-addr2: रा. गणेश निवास, जालना (622, 2412, 709, 2423)
ad-change-name (765, 1059, 929, 1270)
c2d-title: रिपब्लिकन सेनेचे राष्ट्रीय... (486, 1237, 670, 1259)
notice-3-sign: मुख्याधिकारी (695, 1598, 750, 1612)
notice-7-sign1: अॅड. रोहन एच. गोलेच्छा (809, 2401, 905, 2413)
notice-2-sign2: पवन शांतीलाल झुंगे (249, 2403, 334, 2417)
ad-name-line: NEW NAME SUDHIRKUMAR (802, 1145, 892, 1175)
headline-katta: एकाकडून गावठी कट्टा जप्त; तिघा जणांविरुद्ध गुन्हा दाखल (584, 516, 1145, 547)
randeep-time: 11.30 (1009, 1488, 1091, 1518)
katta-dateline: जालना/प्रतिनिधी (584, 559, 647, 571)
ad-lalita-hospital (15, 1175, 391, 1613)
notice-4-title: जाहिर प्रगटन (521, 1653, 634, 1680)
